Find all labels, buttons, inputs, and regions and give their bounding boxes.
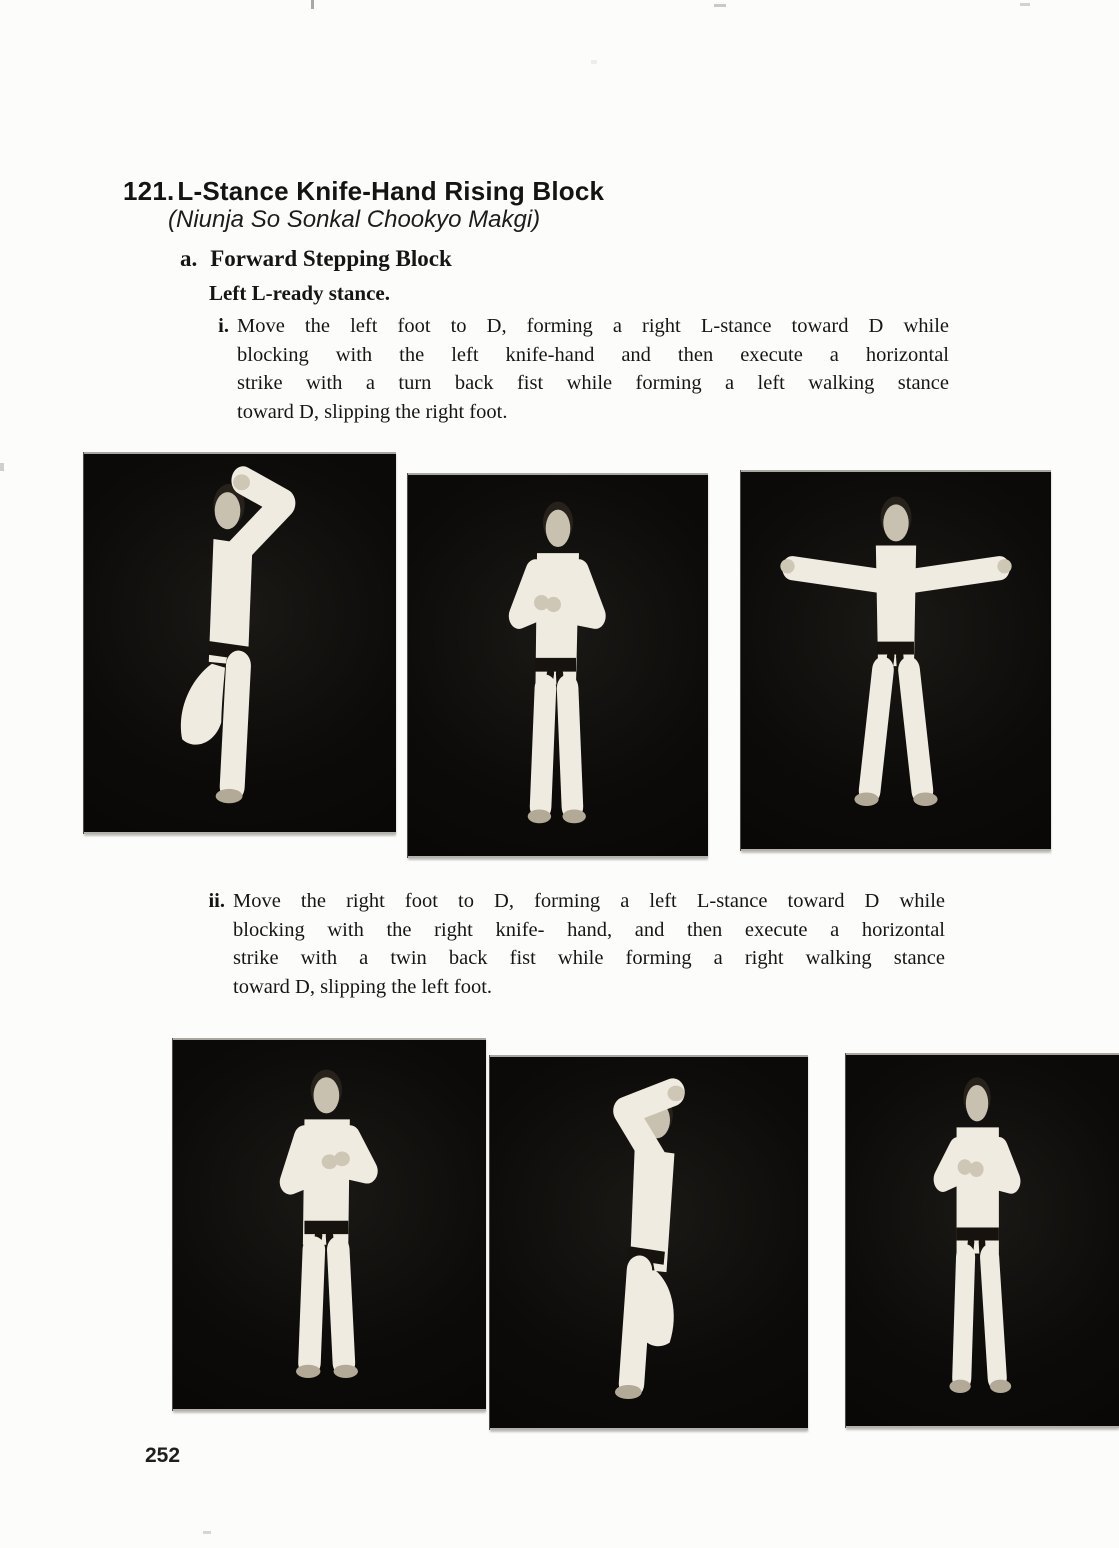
- technique-title: L-Stance Knife-Hand Rising Block: [177, 176, 605, 206]
- scan-artifact: [0, 463, 4, 471]
- step-ii-label: ii.: [208, 890, 225, 912]
- practitioner-figure: [741, 472, 1051, 849]
- technique-photo-cross-guard-front: [408, 473, 708, 858]
- step-ii-line: Move the right foot to D, forming a left L-stance toward D while: [233, 890, 945, 912]
- practitioner-figure: [490, 1057, 808, 1428]
- step-ii-text: [233, 887, 945, 1001]
- scan-artifact: [203, 1531, 211, 1534]
- practitioner-figure: [84, 454, 396, 832]
- technique-photo-twin-back-fist-front: [846, 1053, 1119, 1428]
- technique-photo-rising-block-side: [84, 452, 396, 834]
- technique-photo-guard-front: [173, 1038, 486, 1411]
- step-ii: [199, 887, 945, 1001]
- technique-photo-horizontal-strike-front: [741, 470, 1051, 851]
- technique-number: 121.: [123, 176, 175, 206]
- scan-artifact: [591, 60, 597, 64]
- stance-note: Left L-ready stance.: [209, 281, 390, 305]
- technique-heading: [123, 178, 604, 204]
- section-title: Forward Stepping Block: [210, 246, 452, 271]
- technique-photo-rising-block-side-right: [490, 1055, 808, 1430]
- step-i-label: i.: [218, 315, 229, 337]
- step-i-text: [237, 312, 949, 426]
- step-i-line: Move the left foot to D, forming a right L-stance toward D while: [237, 315, 949, 337]
- scan-artifact: [714, 4, 726, 7]
- scan-artifact: [1020, 3, 1030, 6]
- step-i: [203, 312, 949, 426]
- step-i-line: toward D, slipping the right foot.: [237, 400, 508, 423]
- step-ii-line: toward D, slipping the left foot.: [233, 975, 493, 998]
- practitioner-figure: [173, 1040, 486, 1409]
- step-i-line: blocking with the left knife-hand and then execute a horizontal: [237, 343, 949, 366]
- step-ii-line: blocking with the right knife- hand, and then execute a horizontal: [233, 918, 945, 941]
- page-number: 252: [145, 1444, 181, 1467]
- step-i-line: strike with a turn back fist while forming a left walking stance: [237, 372, 949, 395]
- step-ii-line: strike with a twin back fist while forming a right walking stance: [233, 947, 945, 970]
- practitioner-figure: [408, 475, 708, 856]
- scan-artifact: [311, 0, 314, 9]
- practitioner-figure: [846, 1055, 1119, 1426]
- section-heading: [180, 246, 452, 271]
- section-label: a.: [180, 246, 198, 271]
- technique-subtitle-korean: (Niunja So Sonkal Chookyo Makgi): [168, 206, 541, 233]
